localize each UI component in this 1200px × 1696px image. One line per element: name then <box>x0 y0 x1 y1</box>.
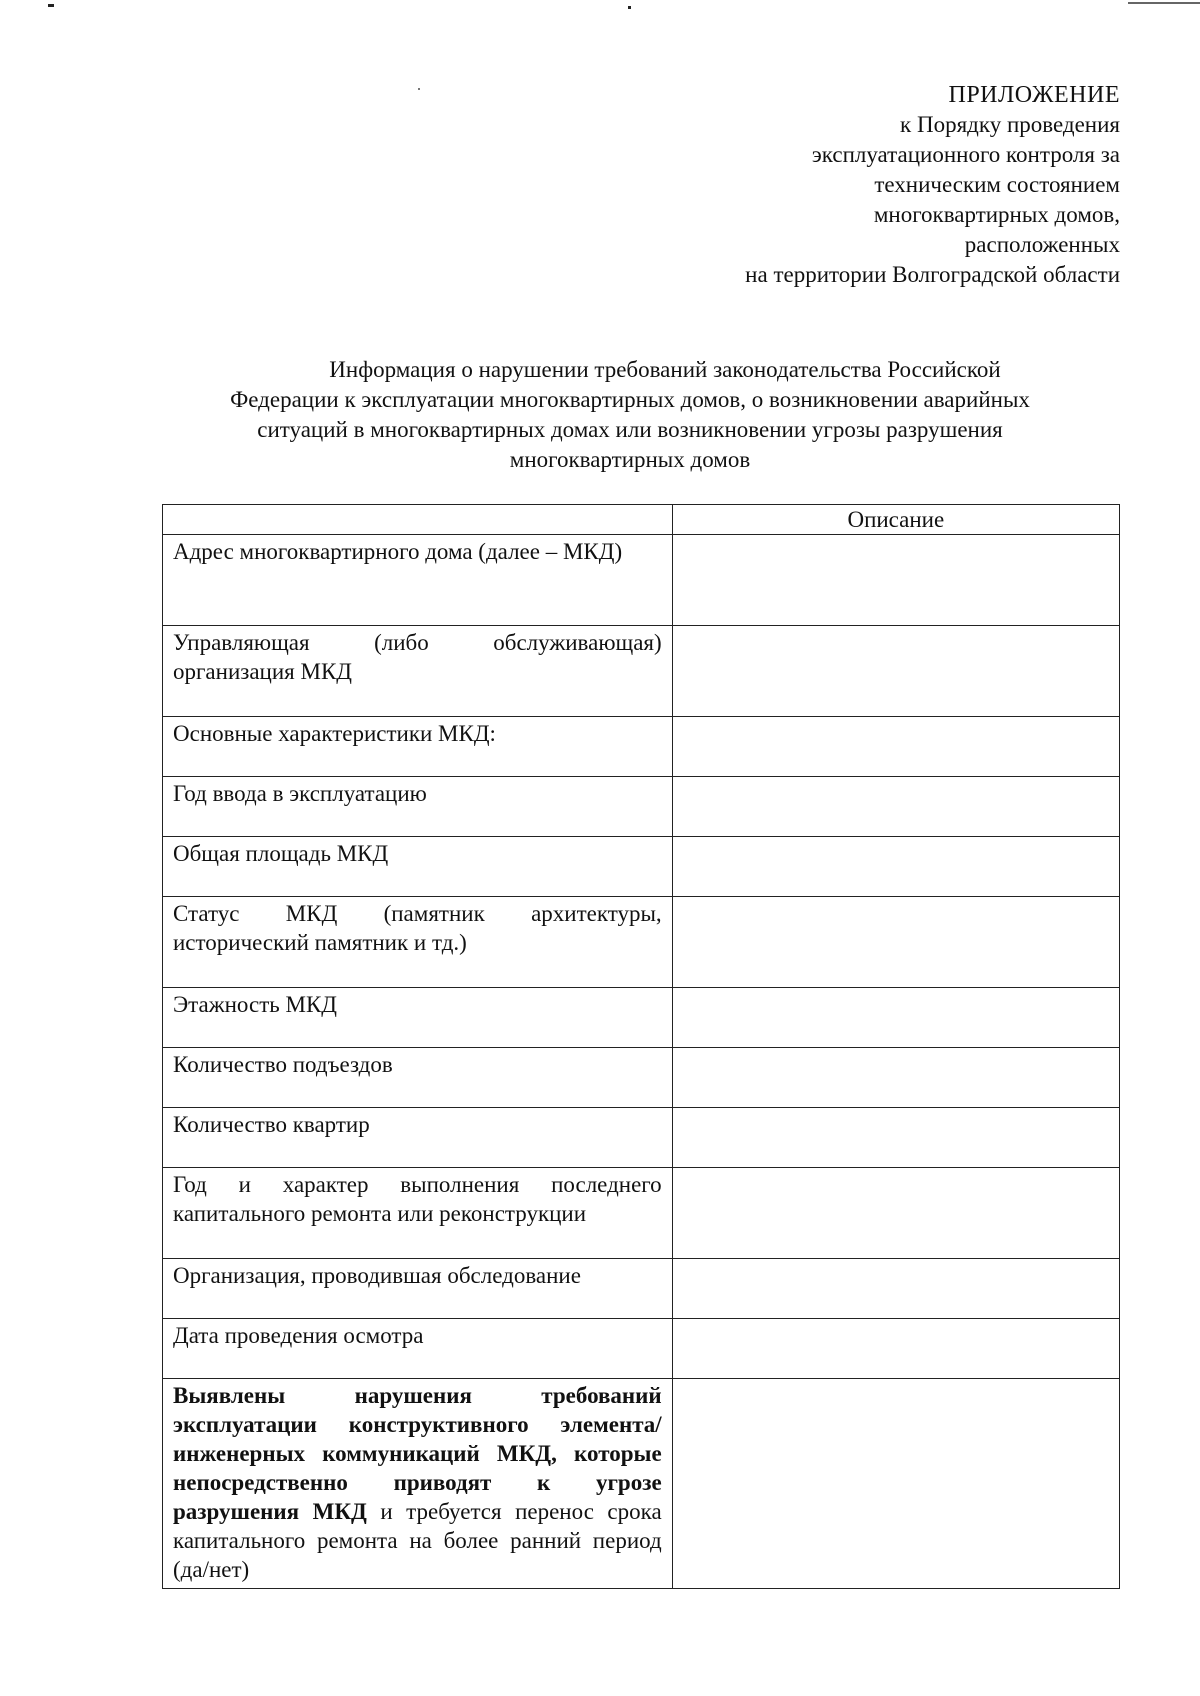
row-label: Основные характеристики МКД: <box>163 717 673 777</box>
row-value-cell[interactable] <box>672 1319 1119 1379</box>
table-row <box>163 837 1120 897</box>
table-header-row <box>163 505 1120 535</box>
table-row <box>163 626 1120 717</box>
row-value-cell[interactable] <box>672 1048 1119 1108</box>
table-row <box>163 535 1120 626</box>
appendix-line: эксплуатационного контроля за <box>811 142 1120 167</box>
appendix-line: многоквартирных домов, <box>873 202 1120 227</box>
row-value-cell[interactable] <box>672 1379 1119 1589</box>
table-row <box>163 1168 1120 1259</box>
row-label: Адрес многоквартирного дома (далее – МКД) <box>163 535 673 626</box>
violations-label-normal: и требуется перенос срока капитального ремонта на более ранний период (да/нет) <box>173 1499 662 1582</box>
row-value-cell[interactable] <box>672 1259 1119 1319</box>
row-label: Управляющая (либо обслуживающая) организация МКД <box>163 626 673 717</box>
appendix-line: к Порядку проведения <box>900 112 1120 137</box>
table-row-violations <box>163 1379 1120 1589</box>
row-value-cell[interactable] <box>672 897 1119 988</box>
row-value-cell[interactable] <box>672 535 1119 626</box>
info-table <box>162 504 1120 1589</box>
appendix-block <box>500 80 1120 290</box>
violations-label <box>163 1379 673 1589</box>
row-label: Количество подъездов <box>163 1048 673 1108</box>
table-row <box>163 988 1120 1048</box>
document-title <box>150 355 1110 475</box>
row-value-cell[interactable] <box>672 626 1119 717</box>
title-line: ситуаций в многоквартирных домах или возникновении угрозы разрушения <box>257 417 1003 442</box>
row-value-cell[interactable] <box>672 988 1119 1048</box>
header-cell-description: Описание <box>672 505 1119 535</box>
appendix-line: расположенных <box>964 232 1120 257</box>
table-row <box>163 777 1120 837</box>
table-row <box>163 1319 1120 1379</box>
scan-speck <box>48 4 54 7</box>
table-row <box>163 897 1120 988</box>
table-row <box>163 1108 1120 1168</box>
title-line: Федерации к эксплуатации многоквартирных домов, о возникновении аварийных <box>230 387 1030 412</box>
title-line: многоквартирных домов <box>509 447 751 472</box>
scan-speck <box>628 6 631 9</box>
row-label: Этажность МКД <box>163 988 673 1048</box>
table-row <box>163 1048 1120 1108</box>
table-row <box>163 717 1120 777</box>
title-line: Информация о нарушении требований законодательства Российской <box>329 357 1001 382</box>
violations-label-bold: Выявлены нарушения требований эксплуатации конструктивного элемента/инженерных коммуникаций МКД, которые непосредственно приводят к угрозе разрушения МКД <box>173 1383 662 1524</box>
row-label: Год ввода в эксплуатацию <box>163 777 673 837</box>
row-value-cell[interactable] <box>672 717 1119 777</box>
row-label: Организация, проводившая обследование <box>163 1259 673 1319</box>
appendix-heading: ПРИЛОЖЕНИЕ <box>948 82 1120 108</box>
header-cell-empty <box>163 505 673 535</box>
scan-speck <box>418 88 420 90</box>
row-value-cell[interactable] <box>672 837 1119 897</box>
table-row <box>163 1259 1120 1319</box>
scan-speck <box>1128 2 1200 4</box>
row-value-cell[interactable] <box>672 1108 1119 1168</box>
row-label: Дата проведения осмотра <box>163 1319 673 1379</box>
appendix-line: на территории Волгоградской области <box>745 262 1120 287</box>
row-label: Количество квартир <box>163 1108 673 1168</box>
row-label: Общая площадь МКД <box>163 837 673 897</box>
row-label: Статус МКД (памятник архитектуры, исторический памятник и тд.) <box>163 897 673 988</box>
appendix-line: техническим состоянием <box>874 172 1120 197</box>
row-value-cell[interactable] <box>672 1168 1119 1259</box>
row-label: Год и характер выполнения последнего капитального ремонта или реконструкции <box>163 1168 673 1259</box>
row-value-cell[interactable] <box>672 777 1119 837</box>
